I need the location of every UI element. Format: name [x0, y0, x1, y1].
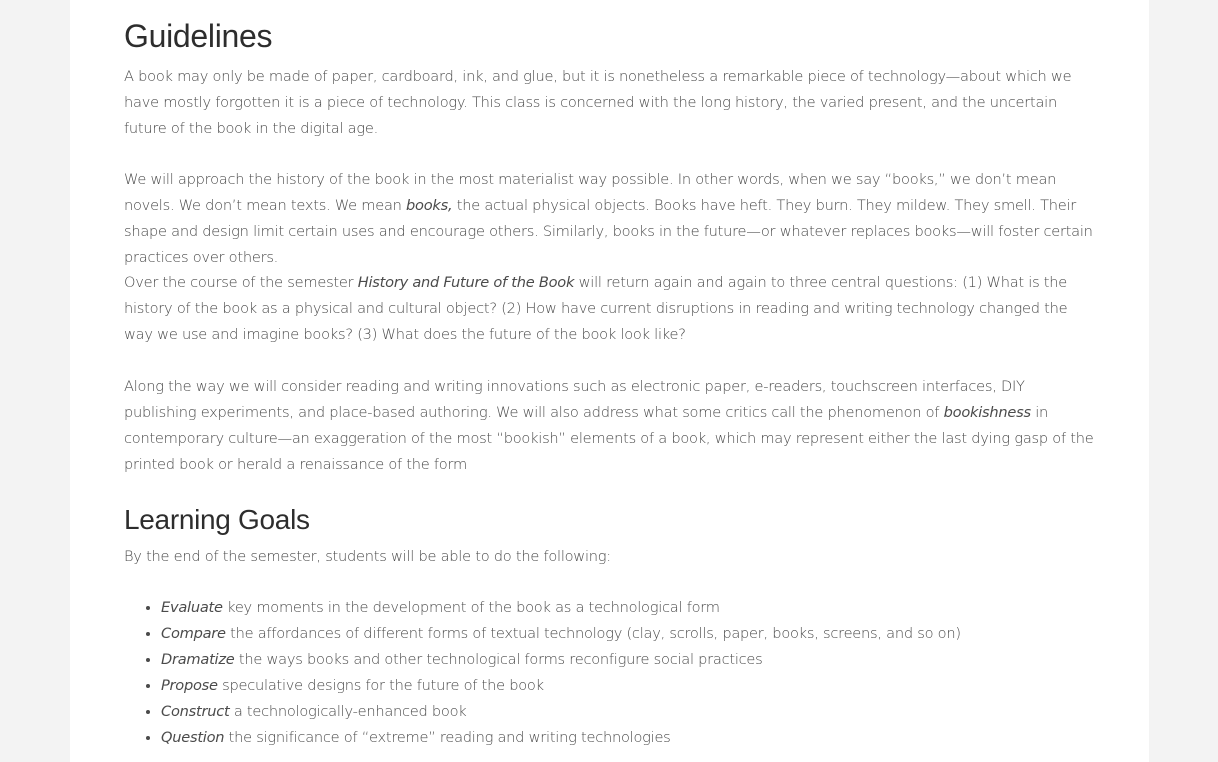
- page-content-panel: [70, 0, 1149, 762]
- list-item-text: the ways books and other technological forms reconfigure social practices: [234, 651, 763, 668]
- list-item: [161, 673, 1081, 699]
- list-item: [161, 699, 1081, 725]
- emphasis-text: History and Future of the Book: [357, 274, 575, 291]
- guidelines-paragraph-2: [124, 167, 1099, 271]
- paragraph-text: the actual physical objects. Books have heft. They burn. They mildew. They smell. Their shape and design limit certain uses and encourage others. Similarly, books in the future—or whatever replaces books—will foster certain practices over others.: [124, 197, 1093, 266]
- section-title-learning-goals: Learning Goals: [124, 504, 310, 535]
- guidelines-paragraph-1: A book may only be made of paper, cardboard, ink, and glue, but it is nonetheless a remarkable piece of technology—about which we have mostly forgotten it is a piece of technology. This class is concerned with the long history, the varied present, and the uncertain future of the book in the digital age.: [124, 68, 1072, 137]
- list-item: [161, 621, 1081, 647]
- guidelines-paragraph-4: [124, 374, 1099, 478]
- paragraph-text: will return again and again to three central questions: (1) What is the history of the book as a physical and cultural object? (2) How have current disruptions in reading and writing technology changed the way we use and imagine books? (3) What does the future of the book look like?: [124, 274, 1068, 343]
- section-title-guidelines: Guidelines: [124, 18, 273, 54]
- list-item-verb: Compare: [161, 625, 226, 642]
- paragraph-text: We will approach the history of the book in the most materialist way possible. In other words, when we say “books,” we don’t mean novels. We don’t mean texts. We mean: [124, 171, 1057, 214]
- list-item-verb: Question: [161, 729, 225, 746]
- list-item-verb: Construct: [161, 703, 230, 720]
- paragraph-text: in contemporary culture—an exaggeration of the most “bookish” elements of a book, which may represent either the last dying gasp of the printed book or herald a renaissance of the form: [124, 404, 1094, 473]
- list-item-verb: Dramatize: [161, 651, 235, 668]
- list-item-text: a technologically-enhanced book: [229, 703, 467, 720]
- list-item: [161, 595, 1081, 621]
- emphasis-text: bookishness: [943, 404, 1031, 421]
- list-item: [161, 647, 1081, 673]
- list-item-text: speculative designs for the future of the book: [217, 677, 544, 694]
- paragraph-text: Along the way we will consider reading and writing innovations such as electronic paper, e-readers, touchscreen interfaces, DIY publishing experiments, and place-based authoring. We will also address what some critics call the phenomenon of: [124, 378, 1025, 421]
- learning-goals-intro: By the end of the semester, students will be able to do the following:: [124, 548, 611, 565]
- list-item-text: key moments in the development of the book as a technological form: [222, 599, 720, 616]
- emphasis-text: books,: [406, 197, 453, 214]
- learning-goals-list: [124, 595, 1081, 751]
- list-item-text: the affordances of different forms of textual technology (clay, scrolls, paper, books, screens, and so on): [225, 625, 961, 642]
- list-item-verb: Evaluate: [161, 599, 223, 616]
- list-item-verb: Propose: [161, 677, 218, 694]
- guidelines-paragraph-3: [124, 270, 1099, 348]
- list-item-text: the significance of “extreme” reading and writing technologies: [224, 729, 671, 746]
- list-item: [161, 725, 1081, 751]
- paragraph-text: Over the course of the semester: [124, 274, 358, 291]
